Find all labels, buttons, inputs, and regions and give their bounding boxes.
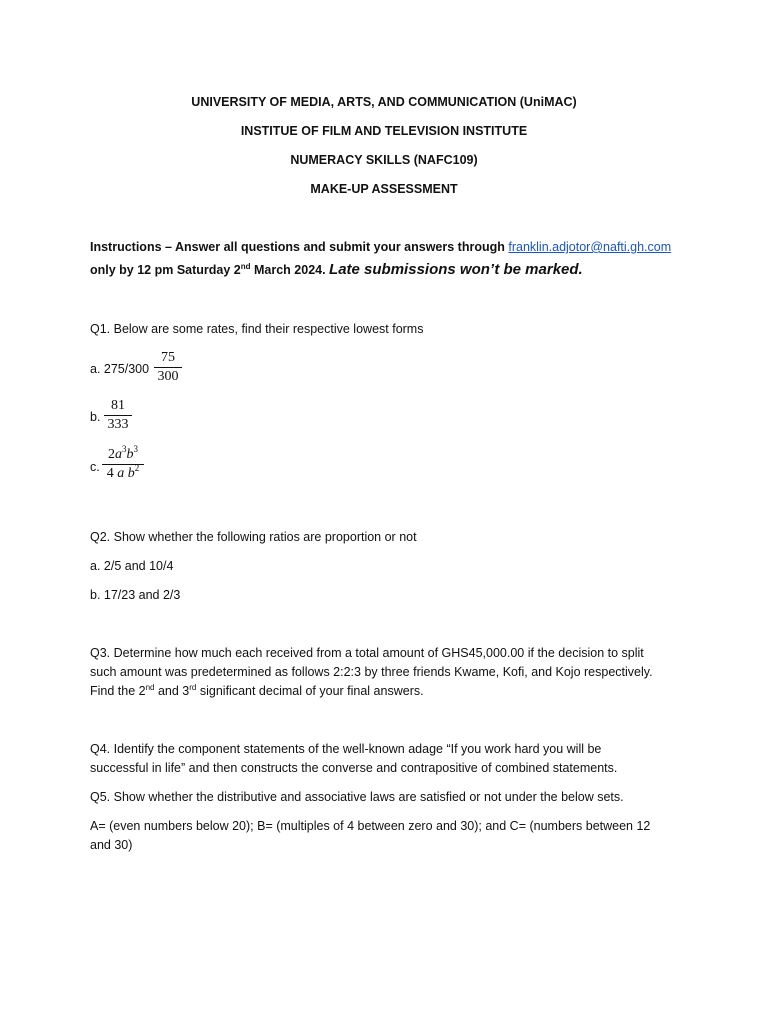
instructions-lead: Instructions – Answer all questions and submit your answers through (90, 240, 509, 254)
q1-c-label: c. (90, 460, 100, 474)
q1-b-numerator: 81 (104, 398, 132, 416)
q2-prompt: Q2. Show whether the following ratios are proportion or not (90, 530, 417, 544)
q1-c-num-exp-a: 3 (122, 444, 127, 454)
q5-sets-line-2: and 30) (90, 838, 133, 852)
q1-b-label: b. (90, 410, 101, 424)
q3-line-1: Q3. Determine how much each received from a total amount of GHS45,000.00 if the decision to split (90, 646, 644, 660)
q1-c-den-coefficient: 4 (106, 466, 114, 481)
q1-b-fraction (104, 398, 132, 433)
q1-prompt: Q1. Below are some rates, find their respective lowest forms (90, 322, 424, 336)
q3-line-2: such amount was predetermined as follows 2:2:3 by three friends Kwame, Kofi, and Kojo respectively. (90, 665, 653, 679)
instructions-line (90, 240, 671, 254)
q1-c-fraction (102, 444, 144, 482)
q4-line-2: successful in life” and then constructs the converse and contrapositive of combined statements. (90, 761, 618, 775)
q1-a-numerator: 75 (154, 350, 182, 368)
q1-c-den-exp-b: 2 (134, 463, 140, 473)
q1-c-num-exp-b: 3 (133, 444, 138, 454)
q1-c-num-var-a: a (115, 447, 122, 462)
course-title: NUMERACY SKILLS (NAFC109) (290, 153, 478, 167)
q2-item-b: b. 17/23 and 2/3 (90, 588, 181, 602)
deadline-month: March 2024. (250, 263, 330, 277)
q5-sets-line-1: A= (even numbers below 20); B= (multiples of 4 between zero and 30); and C= (numbers between 12 (90, 819, 651, 833)
q4-line-1: Q4. Identify the component statements of the well-known adage “If you work hard you will be (90, 742, 602, 756)
q3-line-3 (90, 684, 424, 698)
q1-b-denominator: 333 (107, 417, 129, 432)
q3-tail-text: significant decimal of your final answers. (196, 684, 424, 698)
q2-item-a: a. 2/5 and 10/4 (90, 559, 174, 573)
q3-ordinal-rd: rd (189, 683, 197, 692)
q1-c-den-var-b: b (127, 466, 135, 481)
deadline-ordinal: nd (240, 262, 251, 271)
university-title: UNIVERSITY OF MEDIA, ARTS, AND COMMUNICATION (UniMAC) (191, 95, 577, 109)
deadline-text: only by 12 pm Saturday 2 (90, 263, 241, 277)
q1-c-den-var-a: a (117, 466, 125, 481)
assessment-title: MAKE-UP ASSESSMENT (310, 182, 458, 196)
submission-email-link[interactable]: franklin.adjotor@nafti.gh.com (508, 240, 672, 254)
q1-c-denominator (102, 465, 144, 482)
q3-find-text: Find the 2 (90, 684, 146, 698)
q1-c-num-coefficient: 2 (108, 447, 115, 462)
q3-and-text: and 3 (154, 684, 190, 698)
institute-title: INSTITUE OF FILM AND TELEVISION INSTITUTE (240, 124, 528, 138)
q5-prompt: Q5. Show whether the distributive and associative laws are satisfied or not under the below sets. (90, 790, 624, 804)
q3-ordinal-nd: nd (145, 683, 155, 692)
deadline-line (90, 261, 583, 278)
late-submission-note: Late submissions won’t be marked. (329, 261, 583, 278)
q1-a-fraction (154, 350, 182, 385)
q1-a-label: a. 275/300 (90, 362, 150, 376)
q1-c-num-var-b: b (126, 447, 134, 462)
q1-a-denominator: 300 (157, 369, 179, 384)
